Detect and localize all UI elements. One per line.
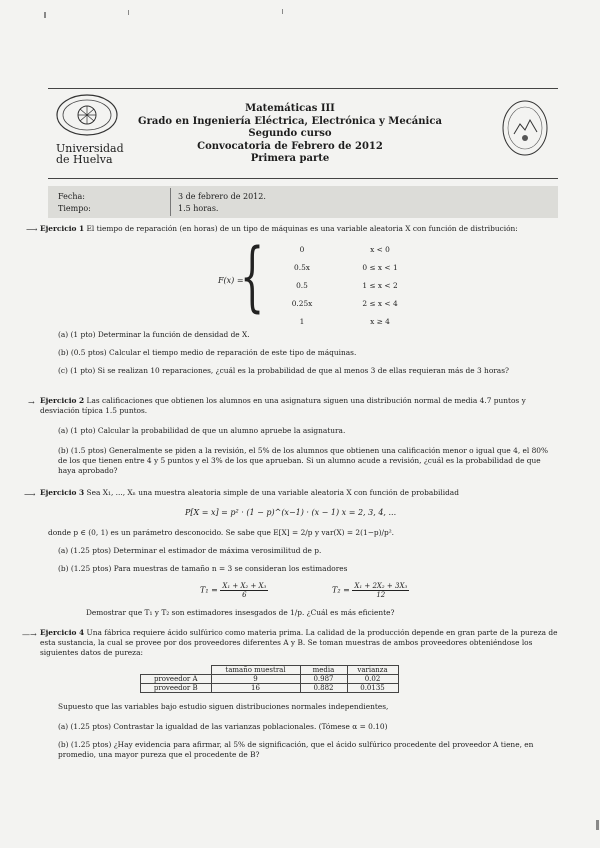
exercise-4-statement: Ejercicio 4 Una fábrica requiere ácido sulfúrico como materia prima. La calidad de la producción depende en gran parte de la pureza de esta sustancia, la cual se provee por dos proveedores diferentes A y B. Se toman muestras de ambos proveedores obteniéndose los siguientes datos de pureza:: [40, 628, 558, 657]
table-row: proveedor A 9 0.987 0.02: [141, 675, 399, 684]
exercise-3-statement: Ejercicio 3 Sea X₁, ..., Xₙ una muestra aleatoria simple de una variable aleatoria X con función de probabilidad: [40, 488, 459, 497]
exam-info-box: [48, 186, 558, 218]
table-row: proveedor B 16 0.882 0.0135: [141, 684, 399, 693]
header-top-rule: [48, 88, 558, 89]
piecewise-table: [268, 240, 424, 330]
scan-mark: [128, 10, 129, 15]
exercise-2-statement: Ejercicio 2 Las calificaciones que obtienen los alumnos en una asignatura siguen una distribución normal de media 4.7 puntos y desviación típica 1.5 puntos.: [40, 396, 526, 415]
time-label: Tiempo:: [58, 204, 91, 213]
header-bottom-rule: [48, 178, 558, 179]
exercise-4b: (b) (1.25 ptos) ¿Hay evidencia para afirmar, al 5% de significación, que el ácido sulfúrico procedente del proveedor A tiene, en promedio, una mayor pureza que el procedente de B?: [58, 740, 534, 759]
scan-mark: [596, 820, 599, 830]
time-value: 1.5 horas.: [178, 204, 219, 213]
table-row: 1 x ≥ 4: [299, 316, 390, 326]
exam-title: Matemáticas III Grado en Ingeniería Eléctrica, Electrónica y Mecánica Segundo curso Convocatoria de Febrero de 2012 Primera parte: [138, 103, 442, 164]
sample-data-table: [140, 665, 399, 693]
arrow-mark-icon: ⟶: [24, 490, 36, 499]
university-name: Universidad de Huelva: [56, 142, 124, 166]
estimator-t2: T₂ = $\frac{\text{X₁ + 2X₂ + 3X₃}}{12}$: [332, 582, 408, 599]
scan-mark: [44, 12, 46, 18]
table-row: 0.5x 0 ≤ x < 1: [294, 262, 398, 272]
exercise-1-statement: Ejercicio 1 El tiempo de reparación (en horas) de un tipo de máquinas es una variable aleatoria X con función de distribución:: [40, 224, 518, 233]
university-seal-icon: [52, 90, 122, 150]
exercise-3b: (b) (1.25 ptos) Para muestras de tamaño n = 3 se consideran los estimadores: [58, 564, 348, 573]
exercise-2b: (b) (1.5 ptos) Generalmente se piden a la revisión, el 5% de los alumnos que obtienen una calificación menor o igual que 4, el 80% de los que tienen entre 4 y 5 puntos y el 3% de los que aprueban. Si un alumno acude a revisión, ¿cuál es la probabilidad de que haya aprobado?: [58, 446, 549, 475]
exercise-3-question: Demostrar que T₁ y T₂ son estimadores insesgados de 1/p. ¿Cuál es más eficiente?: [86, 608, 395, 617]
arrow-mark-icon: —→: [22, 630, 37, 639]
arrow-mark-icon: ⟶: [26, 225, 38, 234]
brace-icon: {: [240, 231, 265, 320]
exercise-1a: (a) (1 pto) Determinar la función de densidad de X.: [58, 330, 250, 339]
arrow-mark-icon: →: [28, 398, 35, 407]
exercise-4-assumption: Supuesto que las variables bajo estudio siguen distribuciones normales independientes,: [58, 702, 389, 711]
probability-function: P[X = x] = p² · (1 − p)^(x−1) · (x − 1) x = 2, 3, 4, ...: [185, 508, 397, 517]
table-row: tamaño muestral media varianza: [141, 666, 399, 675]
exercise-3-params: donde p ∈ (0, 1) es un parámetro desconocido. Se sabe que E[X] = 2/p y var(X) = 2(1−p)/p².: [48, 528, 395, 537]
exercise-4a: (a) (1.25 ptos) Contrastar la igualdad de las varianzas poblacionales. (Tómese α = 0.10): [58, 722, 388, 731]
estimator-t1: T₁ = $\frac{\text{X₁ + X₂ + X₃}}{6}$: [200, 582, 267, 599]
date-label: Fecha:: [58, 192, 85, 201]
table-row: 0 x < 0: [299, 244, 390, 254]
department-seal-icon: [500, 98, 550, 158]
function-name: F(x) =: [218, 276, 244, 285]
exercise-1b: (b) (0.5 ptos) Calcular el tiempo medio de reparación de este tipo de máquinas.: [58, 348, 357, 357]
table-row: 0.25x 2 ≤ x < 4: [291, 298, 398, 308]
date-value: 3 de febrero de 2012.: [178, 192, 266, 201]
scan-mark: [282, 9, 283, 14]
exercise-2a: (a) (1 pto) Calcular la probabilidad de que un alumno apruebe la asignatura.: [58, 426, 346, 435]
info-separator: [170, 188, 171, 216]
table-row: 0.5 1 ≤ x < 2: [296, 280, 398, 290]
exercise-1c: (c) (1 pto) Si se realizan 10 reparaciones, ¿cuál es la probabilidad de que al menos 3 de ellas requieran más de 3 horas?: [58, 366, 509, 375]
exercise-3a: (a) (1.25 ptos) Determinar el estimador de máxima verosimilitud de p.: [58, 546, 322, 555]
